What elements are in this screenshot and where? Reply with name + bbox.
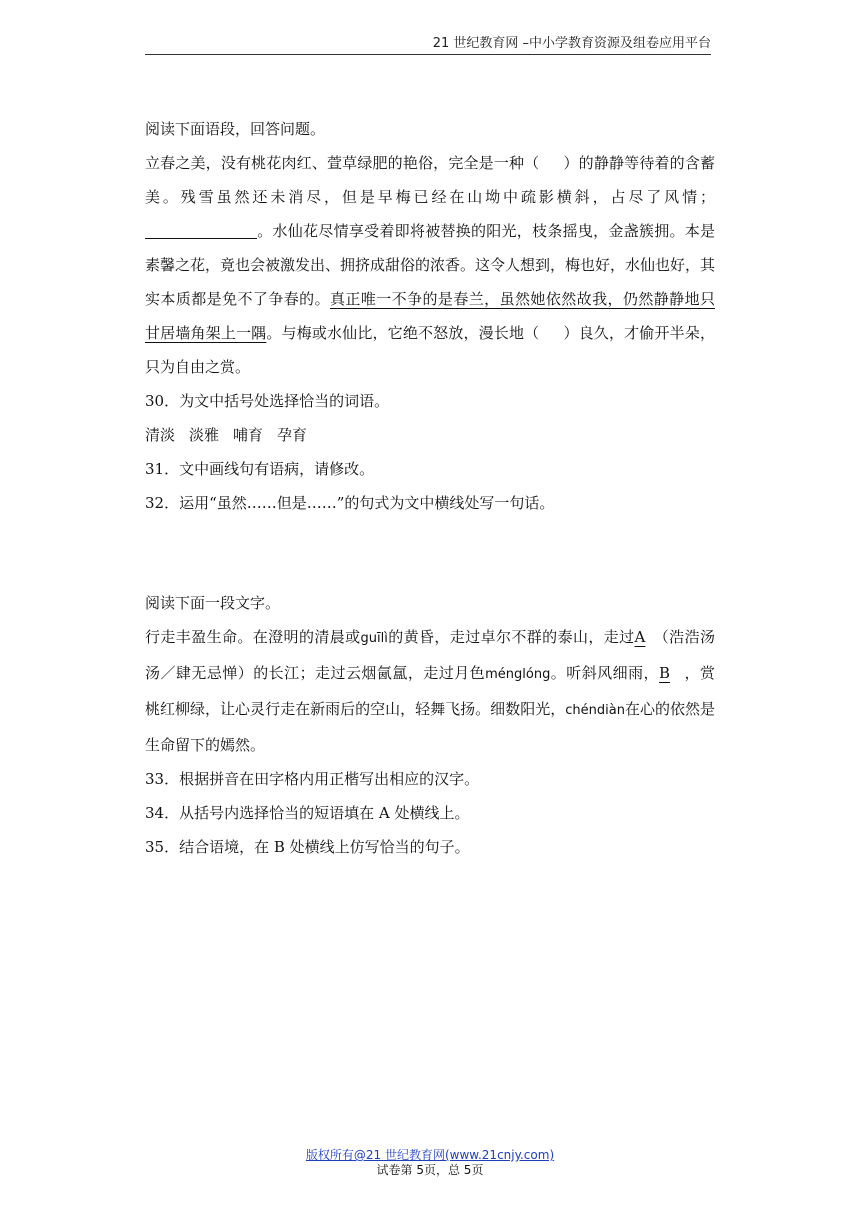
passage2-instruction: 阅读下面一段文字。 [145,594,281,612]
passage2-text [145,620,715,762]
passage1-seg-a: 立春之美，没有桃花肉红、萱草绿肥的艳俗，完全是一种（ [145,154,540,172]
page-footer [0,1148,860,1178]
underlined-sentence: 真正唯一不争的是春兰，虽然她依然故我，仍然静静地只甘居墙角架上一隅 [145,290,715,342]
exam-content [145,112,715,864]
passage1-seg-c: 。水仙花尽情享受着即将被替换的阳光，枝条摇曳，金盏簇拥。本是素馨之花，竟也会被激发出、拥挤成甜俗的浓香。这令人想到，梅也好，水仙也好，其实本质都是免不了争春的。 [145,222,716,308]
question-33: 33．根据拼音在田字格内用正楷写出相应的汉字。 [145,770,480,788]
passage2-seg-4: 。听斜风细雨， [550,664,660,682]
header-divider [145,54,711,55]
page-number: 试卷第 5页，总 5页 [376,1163,484,1177]
word-option: 淡雅 [189,426,220,444]
word-option: 哺育 [233,426,264,444]
passage1-seg-e: ）良久，才偷开半朵，只为自由之赏。 [145,324,715,376]
passage2-seg-1: 行走丰盈生命。在澄明的清晨或 [145,628,361,646]
page-header [145,36,711,52]
passage1-seg-d: 。与梅或水仙比，它绝不怒放，漫长地（ [266,324,540,342]
answer-blank-line [145,223,257,239]
blank-b: B [659,664,671,682]
copyright-link[interactable]: 版权所有@21 世纪教育网(www.21cnjy.com) [305,1148,555,1162]
word-option: 孕育 [277,426,308,444]
passage1-text [145,146,715,384]
word-options [145,418,715,452]
passage1-seg-b: ）的静静等待着的含蓄美。残雪虽然还未消尽，但是早梅已经在山坳中疏影横斜，占尽了风情； [145,154,715,206]
question-35: 35．结合语境，在 B 处横线上仿写恰当的句子。 [145,838,470,856]
passage2-seg-5: ，赏桃红柳绿，让心灵行走在新雨后的空山，轻舞飞扬。细数阳光， [145,664,715,718]
section-spacer [145,520,715,586]
question-30: 30．为文中括号处选择恰当的词语。 [145,392,390,410]
question-34: 34．从括号内选择恰当的短语填在 A 处横线上。 [145,804,470,822]
passage2-seg-6: 在心的依然是生命留下的嫣然。 [145,700,715,754]
header-text: 21 世纪教育网 –中小学教育资源及组卷应用平台 [432,36,711,51]
pinyin-guili: guīlì [360,631,388,646]
question-31: 31．文中画线句有语病，请修改。 [145,460,375,478]
passage2-seg-3: （浩浩汤汤／肆无忌惮）的长江；走过云烟氤氲，走过月色 [145,628,715,682]
blank-a: A [634,628,646,646]
pinyin-chendian: chéndiàn [565,703,625,718]
question-32: 32．运用“虽然……但是……”的句式为文中横线处写一句话。 [145,494,555,512]
passage1-instruction: 阅读下面语段，回答问题。 [145,120,326,138]
pinyin-menglong: ménglóng [485,667,551,682]
word-option: 清淡 [145,426,176,444]
passage2-seg-2: 的黄昏，走过卓尔不群的泰山，走过 [387,628,635,646]
